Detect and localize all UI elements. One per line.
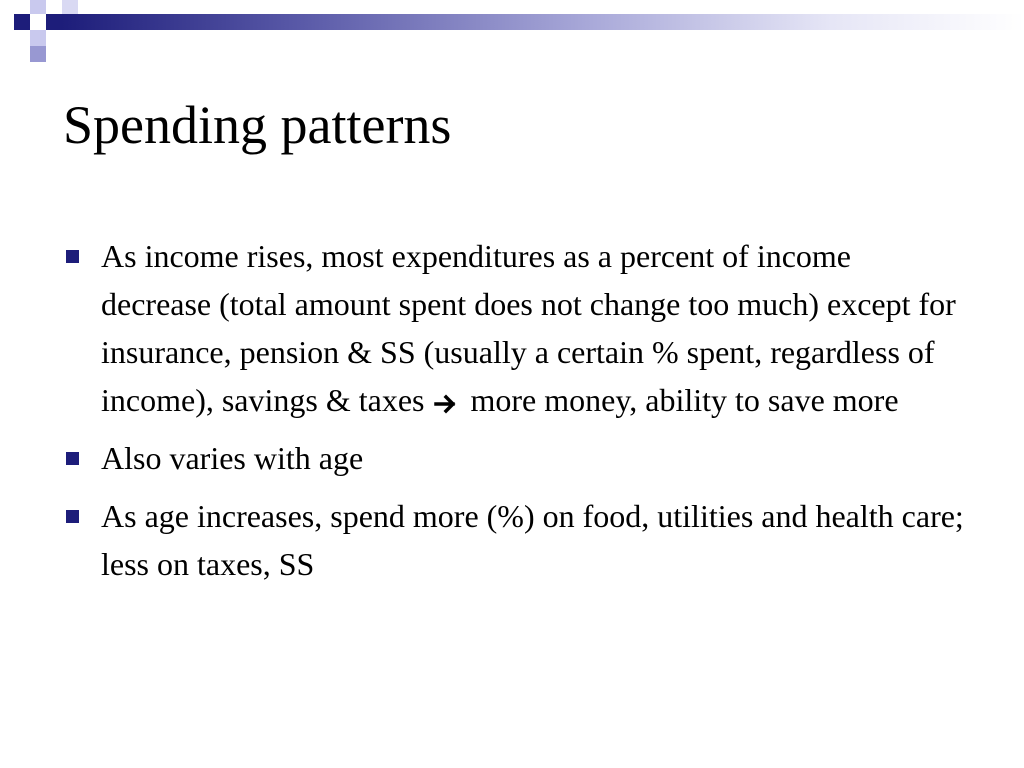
square-bullet-icon bbox=[66, 452, 79, 465]
decorative-square bbox=[62, 0, 78, 14]
bullet-list bbox=[64, 232, 964, 598]
decorative-square bbox=[14, 14, 30, 30]
right-arrow-icon bbox=[434, 393, 458, 415]
slide-title: Spending patterns bbox=[63, 95, 452, 155]
bullet-text: Also varies with age bbox=[101, 440, 364, 476]
decorative-square bbox=[30, 46, 46, 62]
bullet-item bbox=[64, 232, 964, 424]
decorative-square bbox=[30, 30, 46, 46]
bullet-text: As age increases, spend more (%) on food, utilities and health care; less on taxes, SS bbox=[101, 498, 964, 582]
bullet-text: As income rises, most expenditures as a percent of income decrease (total amount spent does not change too much) except for insurance, pension & SS (usually a certain % spent, regardless of income), savings & taxes bbox=[101, 238, 956, 418]
square-bullet-icon bbox=[66, 510, 79, 523]
bullet-text: more money, ability to save more bbox=[470, 382, 899, 418]
decorative-square bbox=[46, 14, 62, 30]
header-gradient-bar bbox=[62, 14, 1024, 30]
bullet-item bbox=[64, 492, 964, 588]
square-bullet-icon bbox=[66, 250, 79, 263]
bullet-item bbox=[64, 434, 964, 482]
decorative-square bbox=[30, 0, 46, 14]
